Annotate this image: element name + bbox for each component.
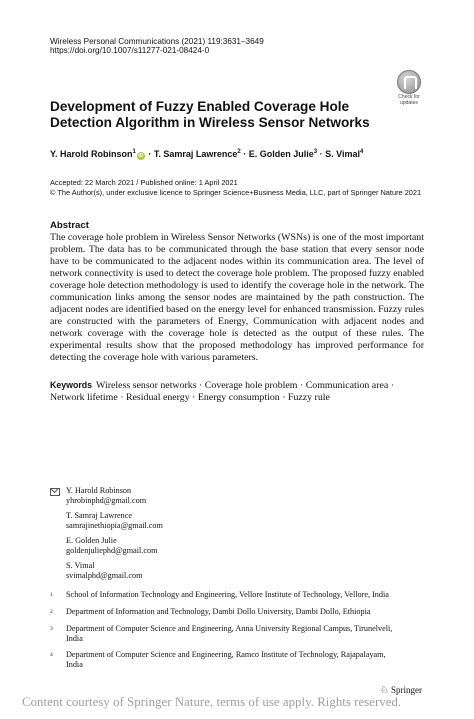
contact-email[interactable]: samrajinethiopia@gmail.com [66, 521, 163, 530]
contact-name: T. Samraj Lawrence [66, 511, 132, 520]
affiliation-text: Department of Information and Technology, Dambi Dollo University, Dambi Dollo, Ethiopia [66, 607, 371, 616]
doi-link[interactable]: https://doi.org/10.1007/s11277-021-08424-0 [50, 46, 210, 55]
contact-name: E. Golden Julie [66, 536, 117, 545]
affiliation-text: Department of Computer Science and Engineering, Anna University Regional Campus, Tirunelveli, India [66, 624, 393, 643]
journal-citation: Wireless Personal Communications (2021) 119:3631–3649 [50, 37, 264, 46]
copyright-notice: © The Author(s), under exclusive licence to Springer Science+Business Media, LLC, part of Springer Nature 2021 [50, 188, 422, 197]
affiliation-number: 1 [50, 592, 53, 598]
affiliation-number: 2 [50, 609, 53, 615]
author-separator: · [145, 149, 154, 159]
author-name[interactable]: E. Golden Julie [248, 149, 314, 159]
contact-block [50, 486, 350, 586]
abstract-body: The coverage hole problem in Wireless Sensor Networks (WSNs) is one of the most important problem. The data has to be communicated through the base station that every sensor node have to be communicated to the adjacent nodes within its communication area. The level of network connectivity is used to detect the coverage hole problem. The proposed fuzzy enabled coverage hole detection methodology is used to identify the coverage hole in the network. The communication links among the sensor nodes are maintained by the path construction. The adjacent nodes are identified based on the energy level for enhanced transmission. Fuzzy rules are constructed with the parameters of Energy, Communication with adjacent nodes and network coverage with the coverage hole is detected as the output of these rules. The experimental results show that the proposed methodology has improved performance for detecting the coverage hole with various parameters. [50, 232, 424, 364]
author-list [50, 149, 363, 160]
author-name[interactable]: Y. Harold Robinson [50, 149, 133, 159]
contact-name: Y. Harold Robinson [66, 486, 132, 495]
author-affiliation-ref: 3 [313, 149, 318, 155]
keywords-section [50, 379, 424, 404]
publisher-name: Springer [390, 685, 422, 695]
contact-entry [66, 536, 157, 556]
author-affiliation-ref: 2 [237, 149, 241, 155]
contact-email[interactable]: goldenjuliephd@gmail.com [66, 546, 158, 555]
check-for-updates-badge[interactable] [392, 70, 426, 104]
author-separator: · [240, 149, 249, 159]
affiliation-item [0, 607, 474, 619]
article-title: Development of Fuzzy Enabled Coverage Hole Detection Algorithm in Wireless Sensor Networks [50, 99, 370, 130]
publication-dates: Accepted: 22 March 2021 / Published online: 1 April 2021 [50, 178, 238, 187]
affiliation-item [0, 590, 474, 602]
affiliation-item [0, 650, 474, 672]
springer-horse-icon: ♘ [380, 685, 389, 696]
envelope-icon [50, 488, 60, 496]
contact-entry [66, 511, 163, 531]
author-affiliation-ref: 4 [359, 149, 364, 155]
orcid-icon[interactable]: iD [138, 153, 144, 159]
affiliation-item [0, 624, 474, 646]
author-name[interactable]: S. Vimal [325, 149, 360, 159]
keywords-label: Keywords [50, 380, 93, 390]
badge-label: Check for updates [398, 94, 420, 106]
contact-email[interactable]: svimalphd@gmail.com [66, 571, 143, 580]
abstract-heading: Abstract [50, 220, 89, 231]
contact-email[interactable]: yhrobinphd@gmail.com [66, 496, 147, 505]
author-separator: · [317, 149, 326, 159]
contact-name: S. Vimal [66, 561, 95, 570]
affiliation-text: Department of Computer Science and Engineering, Ramco Institute of Technology, Rajapalayam, India [66, 650, 386, 669]
crossmark-icon [397, 70, 421, 94]
author-name[interactable]: T. Samraj Lawrence [153, 149, 238, 159]
affiliation-number: 3 [50, 626, 53, 632]
contact-entry [66, 561, 142, 581]
affiliation-number: 4 [50, 652, 53, 658]
author-affiliation-ref: 1 [132, 149, 136, 155]
affiliation-text: School of Information Technology and Engineering, Vellore Institute of Technology, Vellore, India [66, 590, 389, 599]
courtesy-watermark: Content courtesy of Springer Nature, terms of use apply. Rights reserved. [22, 695, 402, 709]
contact-entry [66, 486, 146, 506]
keywords-text: Wireless sensor networks · Coverage hole problem · Communication area · Network lifetime · Residual energy · Energy consumption · Fuzzy rule [50, 380, 395, 404]
